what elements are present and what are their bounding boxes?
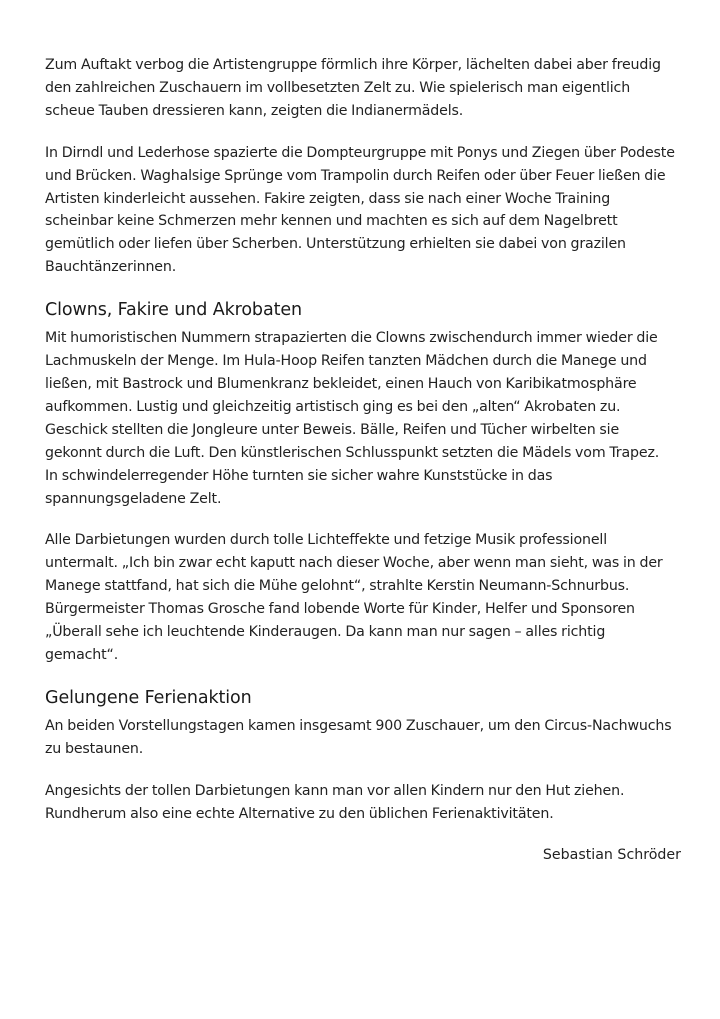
section1-paragraph-1: Mit humoristischen Nummern strapazierten die Clowns zwischendurch immer wieder die Lachmuskeln der Menge. Im Hula-Hoop Reifen tanzten Mädchen durch die Manege und ließen, mit Bastrock und Blumenkranz bekleidet, einen Hauch von Karibikatmosphäre aufkommen. Lustig und gleichzeitig artistisch ging es bei den „alten“ Akrobaten zu. Geschick stellten die Jongleure unter Beweis. Bälle, Reifen und Tücher wirbelten sie gekonnt durch die Luft. Den künstlerischen Schlusspunkt setzten die Mädels vom Trapez. In schwindelerregender Höhe turnten sie sicher wahre Kunststücke in das spannungsgeladene Zelt. [45, 330, 660, 507]
section-heading-clowns: Clowns, Fakire und Akrobaten [45, 300, 302, 321]
section2-paragraph-1: An beiden Vorstellungstagen kamen insgesamt 900 Zuschauer, um den Circus-Nachwuchs zu bestaunen. [45, 717, 672, 757]
section1-paragraph-2: Alle Darbietungen wurden durch tolle Lichteffekte und fetzige Musik professionell untermalt. „Ich bin zwar echt kaputt nach dieser Woche, aber wenn man sieht, was in der Manege stattfand, hat sich die Mühe gelohnt“, strahlte Kerstin Neumann-Schnurbus. Bürgermeister Thomas Grosche fand lobende Worte für Kinder, Helfer und Sponsoren „Überall sehe ich leuchtende Kinderaugen. Da kann man nur sagen – alles richtig gemacht“. [45, 532, 663, 663]
intro-paragraph-1: Zum Auftakt verbog die Artistengruppe förmlich ihre Körper, lächelten dabei aber freudig den zahlreichen Zuschauern im vollbesetzten Zelt zu. Wie spielerisch man eigentlich scheue Tauben dressieren kann, zeigten die Indianermädels. [45, 57, 661, 119]
article-body [45, 54, 681, 867]
section2-paragraph-2: Angesichts der tollen Darbietungen kann man vor allen Kindern nur den Hut ziehen. Rundherum also eine echte Alternative zu den üblichen Ferienaktivitäten. [45, 782, 625, 822]
author-byline: Sebastian Schröder [542, 847, 681, 864]
intro-paragraph-2: In Dirndl und Lederhose spazierte die Dompteurgruppe mit Ponys und Ziegen über Podeste und Brücken. Waghalsige Sprünge vom Trampolin durch Reifen oder über Feuer ließen die Artisten kinderleicht aussehen. Fakire zeigten, dass sie nach einer Woche Training scheinbar keine Schmerzen mehr kennen und machten es sich auf dem Nagelbrett gemütlich oder liefen über Scherben. Unterstützung erhielten sie dabei von grazilen Bauchtänzerinnen. [45, 144, 675, 276]
section-heading-ferienaktion: Gelungene Ferienaktion [45, 687, 252, 708]
